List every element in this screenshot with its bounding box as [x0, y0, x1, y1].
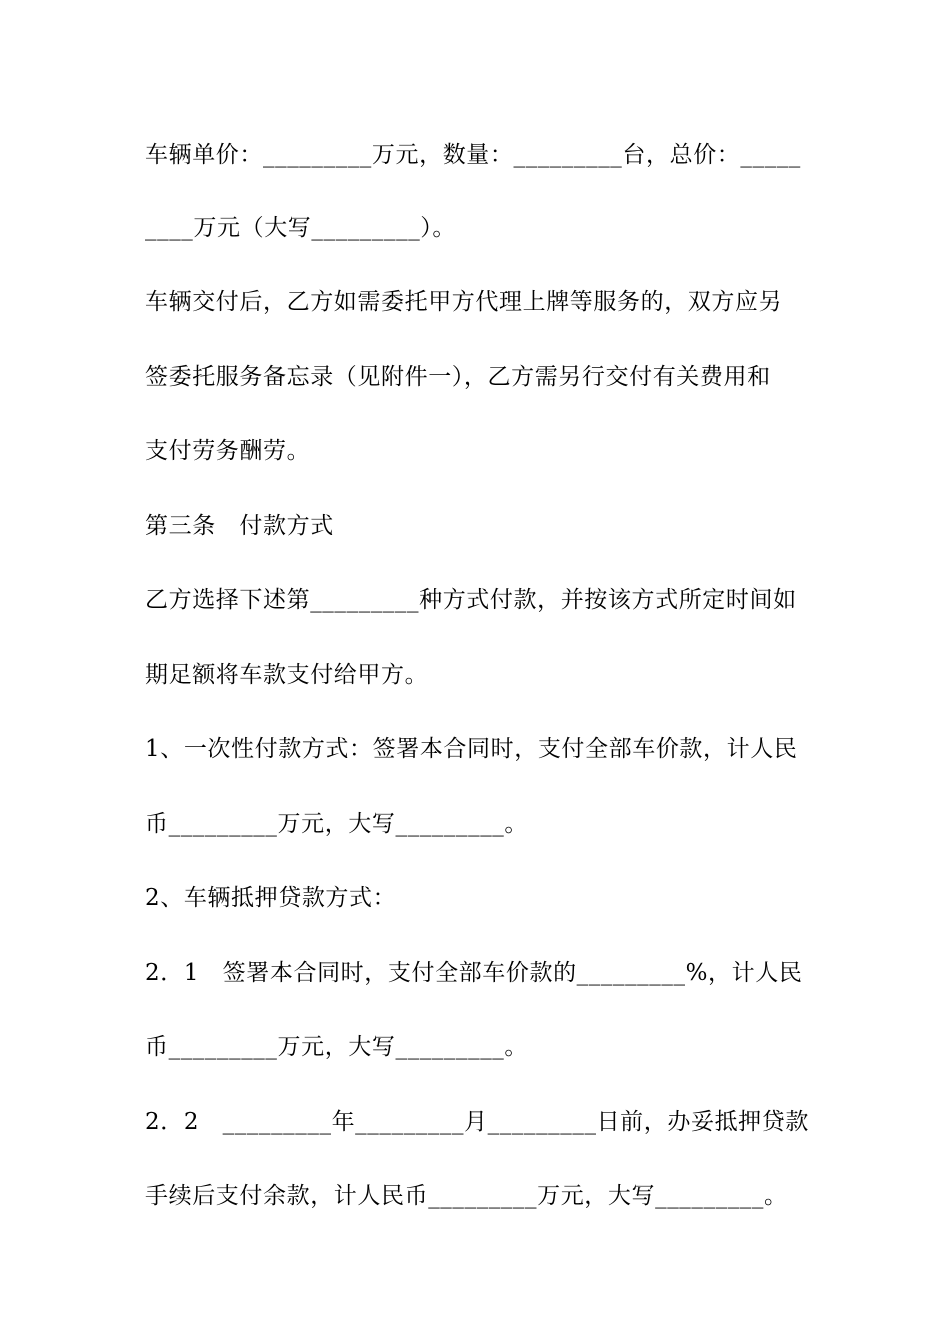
lump-sum-payment-line-1: 1、一次性付款方式：签署本合同时，支付全部车价款，计人民 [145, 736, 798, 762]
payment-choice-line-1: 乙方选择下述第_________种方式付款，并按该方式所定时间如 [145, 587, 797, 613]
clause-2-2-line-1: 2．2 _________年_________月_________日前，办妥抵押贷款 [145, 1109, 809, 1135]
clause-2-2-line-2: 手续后支付余款，计人民币_________万元，大写_________。 [145, 1183, 788, 1209]
mortgage-loan-heading: 2、车辆抵押贷款方式： [145, 885, 397, 911]
unit-price-line: 车辆单价：_________万元，数量：_________台，总价：_____ [145, 142, 801, 168]
payment-choice-line-2: 期足额将车款支付给甲方。 [145, 662, 429, 688]
article-three-heading: 第三条 付款方式 [145, 513, 334, 539]
lump-sum-payment-line-2: 币_________万元，大写_________。 [145, 811, 528, 837]
total-price-capital-line: ____万元（大写_________）。 [145, 215, 456, 241]
clause-2-1-line-1: 2．1 签署本合同时，支付全部车价款的_________%，计人民 [145, 960, 803, 986]
delivery-service-line-1: 车辆交付后，乙方如需委托甲方代理上牌等服务的，双方应另 [145, 289, 783, 315]
clause-2-1-line-2: 币_________万元，大写_________。 [145, 1034, 528, 1060]
delivery-service-line-2: 签委托服务备忘录（见附件一），乙方需另行交付有关费用和 [145, 364, 771, 390]
delivery-service-line-3: 支付劳务酬劳。 [145, 438, 311, 464]
